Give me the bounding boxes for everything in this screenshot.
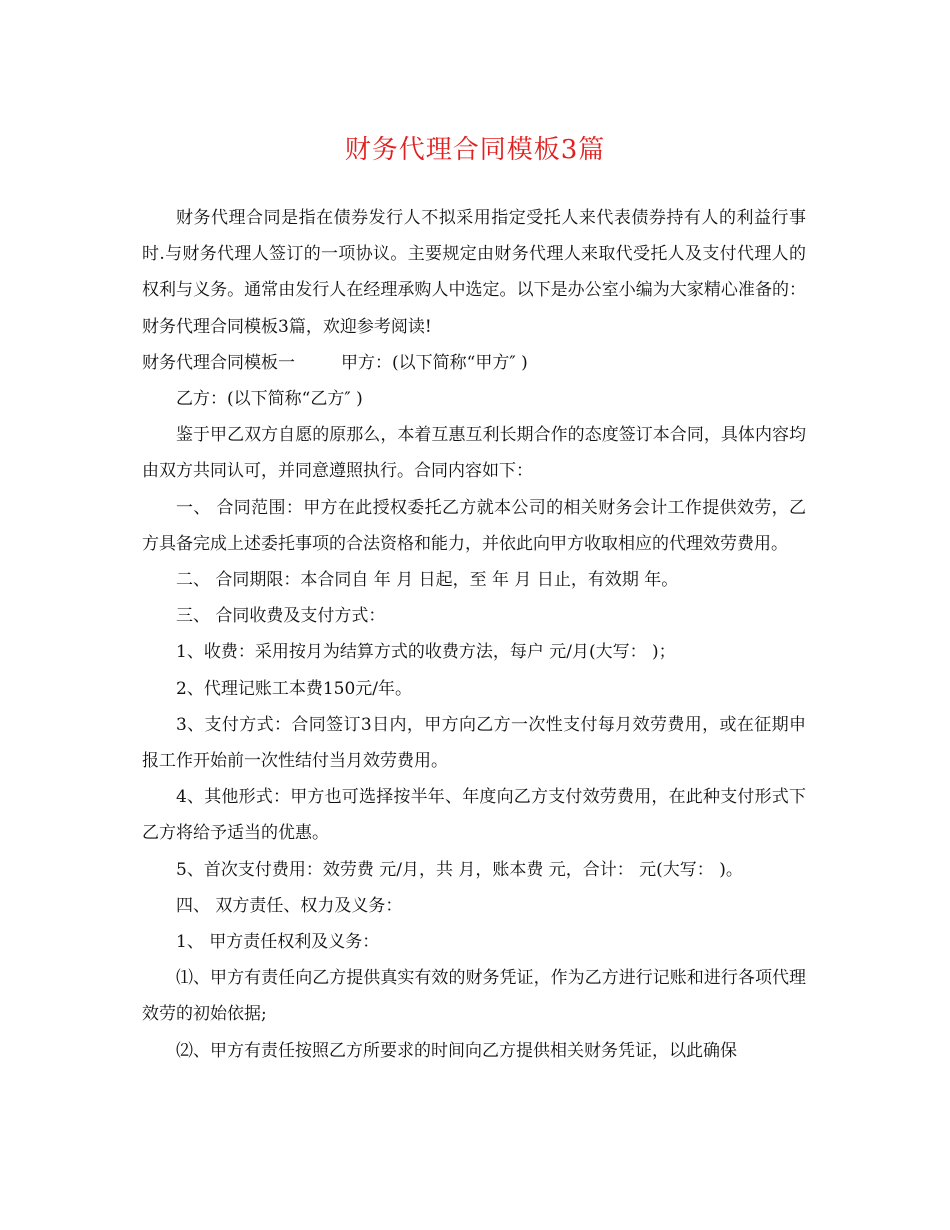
document-title: 财务代理合同模板3篇 (344, 135, 606, 165)
fee-item-2: 2、代理记账工本费150元/年。 (176, 678, 412, 699)
clause-term: 二、 合同期限：本合同自 年 月 日起，至 年 月 日止，有效期 年。 (176, 570, 679, 591)
template-one-heading: 财务代理合同模板一 (142, 352, 295, 373)
document-body (142, 200, 806, 1069)
template-heading-line (142, 345, 806, 381)
party-a-duties-heading: 1、 甲方责任权利及义务： (176, 932, 380, 953)
clause-duties-heading: 四、 双方责任、权力及义务： (176, 895, 403, 916)
party-a-duty-2: ⑵、甲方有责任按照乙方所要求的时间向乙方提供相关财务凭证，以此确保 (176, 1040, 737, 1061)
fee-item-1: 1、收费：采用按月为结算方式的收费方法，每户 元/月(大写： )； (176, 642, 676, 663)
party-a-duty-1: ⑴、甲方有责任向乙方提供真实有效的财务凭证，作为乙方进行记账和进行各项代理效劳的初始依据; (142, 968, 806, 1025)
fee-item-3: 3、支付方式：合同签订3日内，甲方向乙方一次性支付每月效劳费用，或在征期申报工作开始前一次性结付当月效劳费用。 (142, 714, 806, 772)
clause-scope: 一、 合同范围：甲方在此授权委托乙方就本公司的相关财务会计工作提供效劳，乙方具备完成上述委托事项的合法资格和能力，并依此向甲方收取相应的代理效劳费用。 (142, 497, 806, 554)
fee-item-4: 4、其他形式：甲方也可选择按半年、年度向乙方支付效劳费用，在此种支付形式下乙方将给予适当的优惠。 (142, 787, 806, 844)
party-a-line: 甲方：(以下简称“甲方″ ) (341, 352, 528, 373)
party-b-line: 乙方：(以下简称“乙方″ ) (176, 389, 363, 410)
fee-item-5: 5、首次支付费用：效劳费 元/月，共 月，账本费 元，合计： 元(大写： )。 (176, 859, 743, 880)
preamble-paragraph: 鉴于甲乙双方自愿的原那么，本着互惠互利长期合作的态度签订本合同，具体内容均由双方共同认可，并同意遵照执行。合同内容如下： (142, 425, 806, 482)
clause-fees-heading: 三、 合同收费及支付方式： (176, 606, 386, 627)
intro-paragraph: 财务代理合同是指在债券发行人不拟采用指定受托人来代表债券持有人的利益行事时.与财务代理人签订的一项协议。主要规定由财务代理人来取代受托人及支付代理人的权利与义务。通常由发行人在经理承购人中选定。以下是办公室小编为大家精心准备的：财务代理合同模板3篇，欢迎参考阅读! (142, 208, 806, 337)
